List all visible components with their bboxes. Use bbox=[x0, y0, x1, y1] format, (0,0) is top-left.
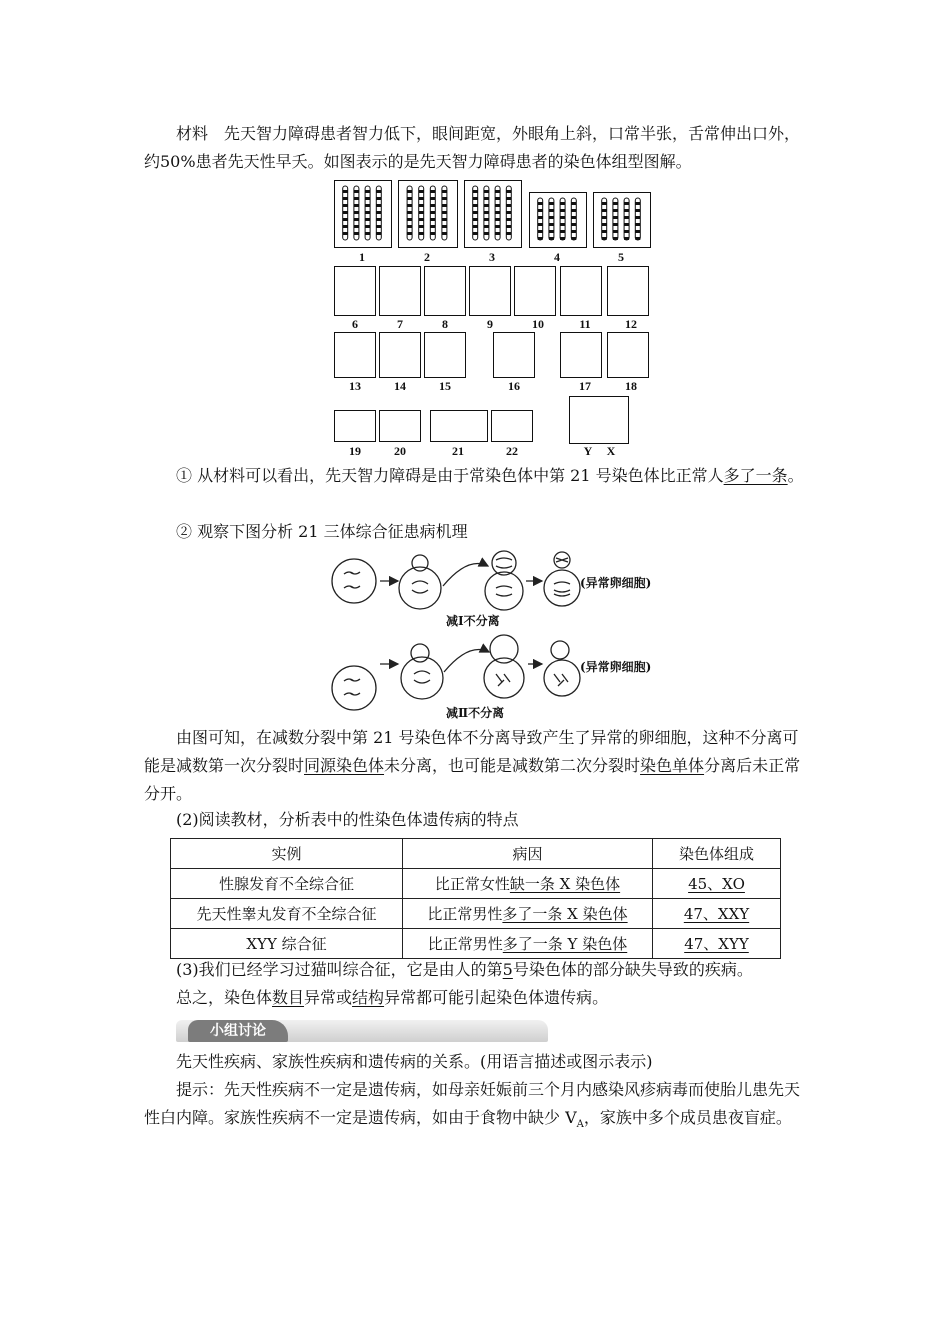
chromosome-band bbox=[538, 209, 543, 212]
chromosome-band bbox=[635, 209, 640, 212]
chromosome-band bbox=[365, 225, 370, 228]
chromosome-band bbox=[430, 218, 435, 221]
chromosome-band bbox=[407, 197, 412, 200]
chromosome-number: 17 bbox=[579, 379, 591, 393]
chromosome-band bbox=[473, 197, 478, 200]
chromosome-band bbox=[419, 197, 424, 200]
chromosome-band bbox=[473, 225, 478, 228]
table-cell: 性腺发育不全综合征 bbox=[171, 869, 403, 899]
chromosome-number: 21 bbox=[452, 444, 464, 458]
chromosome-number: 11 bbox=[579, 317, 591, 331]
chromosome-band bbox=[484, 232, 489, 235]
chromosome-band bbox=[635, 216, 640, 219]
chromosome-band bbox=[407, 204, 412, 207]
chromosome-band bbox=[473, 204, 478, 207]
chromosome-band bbox=[419, 225, 424, 228]
table-cell: XYY 综合征 bbox=[171, 929, 403, 959]
chromosome-x-label: X bbox=[606, 444, 616, 458]
chromosome-number: 4 bbox=[554, 250, 560, 264]
chromosome-number: 19 bbox=[349, 444, 361, 458]
chromosome-band bbox=[613, 223, 618, 226]
chromosome-band bbox=[571, 202, 576, 205]
chromosome-number: 13 bbox=[349, 379, 361, 393]
group-discussion-label: 小组讨论 bbox=[188, 1020, 288, 1042]
item-1-text: ① 从材料可以看出，先天智力障碍是由于常染色体中第 21 号染色体比正常人 bbox=[176, 466, 724, 485]
table-header: 染色体组成 bbox=[653, 839, 781, 869]
chromosome-band bbox=[635, 237, 640, 240]
item-1 bbox=[144, 462, 809, 490]
chromosome-number: 2 bbox=[424, 250, 430, 264]
chromosome-band bbox=[354, 190, 359, 193]
table-header: 病因 bbox=[403, 839, 653, 869]
material-text: 先天智力障碍患者智力低下，眼间距宽，外眼角上斜，口常半张，舌常伸出口外，约50%患者先天性早夭。如图表示的是先天智力障碍患者的染色体组型图解。 bbox=[144, 124, 801, 171]
chromosome-band bbox=[484, 218, 489, 221]
chromosome-band bbox=[365, 204, 370, 207]
chromosome-band bbox=[430, 190, 435, 193]
chromosome-band bbox=[407, 211, 412, 214]
chromosome-band bbox=[430, 204, 435, 207]
chromosome-band bbox=[419, 204, 424, 207]
chromosome-number: 20 bbox=[394, 444, 406, 458]
table-row bbox=[171, 929, 781, 959]
chromosome-band bbox=[473, 211, 478, 214]
group-discussion-banner bbox=[176, 1020, 548, 1042]
chromosome-band bbox=[624, 230, 629, 233]
chromosome-band bbox=[343, 211, 348, 214]
summary: 总之，染色体数目异常或结构异常都可能引起染色体遗传病。 bbox=[176, 988, 609, 1007]
chromosome-band bbox=[495, 197, 500, 200]
chromosome-band bbox=[354, 232, 359, 235]
chromosome-band bbox=[560, 216, 565, 219]
abnormal-egg-label-2: (异常卵细胞) bbox=[580, 660, 652, 674]
chromosome-band bbox=[560, 237, 565, 240]
chromosome-band bbox=[407, 190, 412, 193]
chromosome-band bbox=[560, 202, 565, 205]
chromosome-band bbox=[484, 190, 489, 193]
chromosome-band bbox=[473, 190, 478, 193]
item-2: ② 观察下图分析 21 三体综合征患病机理 bbox=[176, 522, 468, 541]
chromosome-band bbox=[442, 190, 447, 193]
chromosome-band bbox=[613, 202, 618, 205]
chromosome-band bbox=[473, 232, 478, 235]
chromosome-band bbox=[624, 216, 629, 219]
chromosome-band bbox=[538, 202, 543, 205]
chromosome-band bbox=[442, 204, 447, 207]
item-3-text: (3)我们已经学习过猫叫综合征，它是由人的第 bbox=[176, 960, 503, 979]
chromosome-band bbox=[571, 237, 576, 240]
chromosome-band bbox=[549, 223, 554, 226]
chromosome-band bbox=[376, 218, 381, 221]
chromosome-band bbox=[602, 223, 607, 226]
chromosome-band bbox=[538, 237, 543, 240]
chromosome-band bbox=[624, 237, 629, 240]
meiosis-diagram bbox=[328, 546, 668, 724]
chromosome-band bbox=[407, 225, 412, 228]
chromosome-number: 16 bbox=[508, 379, 520, 393]
chromosome-band bbox=[354, 218, 359, 221]
analysis-text: 分离后未正常分开。 bbox=[144, 756, 801, 803]
chromosome-band bbox=[376, 232, 381, 235]
chromosome-band bbox=[430, 211, 435, 214]
material-paragraph bbox=[144, 120, 809, 176]
chromosome-band bbox=[354, 225, 359, 228]
answer-blank: 结构 bbox=[352, 988, 385, 1007]
chromosome-band bbox=[538, 223, 543, 226]
chromosome-band bbox=[506, 218, 511, 221]
table-header-row bbox=[171, 839, 781, 869]
chromosome-band bbox=[602, 209, 607, 212]
sex-chromosome-table bbox=[170, 838, 781, 959]
chromosome-band bbox=[495, 232, 500, 235]
chromosome-band bbox=[473, 218, 478, 221]
chromosome-band bbox=[495, 204, 500, 207]
chromosome-band bbox=[376, 225, 381, 228]
chromosome-band bbox=[407, 232, 412, 235]
chromosome-band bbox=[560, 223, 565, 226]
chromosome-band bbox=[354, 211, 359, 214]
chromosome-band bbox=[343, 225, 348, 228]
analysis-text: 未分离，也可能是减数第二次分裂时 bbox=[384, 756, 641, 775]
table-cell: 47、XXY bbox=[653, 899, 781, 929]
chromosome-number: 15 bbox=[439, 379, 451, 393]
chromosome-band bbox=[376, 211, 381, 214]
table-header: 实例 bbox=[171, 839, 403, 869]
chromosome-band bbox=[506, 225, 511, 228]
chromosome-band bbox=[495, 218, 500, 221]
table-cell: 比正常男性多了一条 Y 染色体 bbox=[403, 929, 653, 959]
chromosome-number: 10 bbox=[532, 317, 544, 331]
chromosome-band bbox=[549, 230, 554, 233]
chromosome-band bbox=[571, 209, 576, 212]
chromosome-band bbox=[365, 218, 370, 221]
chromosome-band bbox=[571, 216, 576, 219]
material-label: 材料 bbox=[176, 124, 209, 143]
chromosome-band bbox=[613, 209, 618, 212]
chromosome-band bbox=[560, 209, 565, 212]
table-row bbox=[171, 899, 781, 929]
chromosome-band bbox=[419, 190, 424, 193]
chromosome-band bbox=[635, 202, 640, 205]
chromosome-band bbox=[613, 216, 618, 219]
chromosome-band bbox=[376, 197, 381, 200]
caption-meiosis-1: 减Ⅰ不分离 bbox=[446, 614, 500, 628]
chromosome-band bbox=[571, 223, 576, 226]
chromosome-y-label: Y bbox=[583, 444, 593, 458]
chromosome-band bbox=[571, 230, 576, 233]
item-1-suffix: 。 bbox=[787, 466, 804, 485]
chromosome-band bbox=[430, 225, 435, 228]
chromosome-band bbox=[635, 230, 640, 233]
chromosome-band bbox=[484, 204, 489, 207]
chromosome-band bbox=[365, 232, 370, 235]
chromosome-number: 7 bbox=[397, 317, 403, 331]
answer-blank: 多了一条 bbox=[723, 466, 788, 485]
chromosome-band bbox=[354, 204, 359, 207]
caption-meiosis-2: 减Ⅱ不分离 bbox=[446, 706, 505, 720]
table-cell: 比正常女性缺一条 X 染色体 bbox=[403, 869, 653, 899]
chromosome-number: 14 bbox=[394, 379, 406, 393]
chromosome-number: 12 bbox=[625, 317, 637, 331]
chromosome-band bbox=[442, 225, 447, 228]
chromosome-band bbox=[613, 230, 618, 233]
analysis-paragraph bbox=[144, 724, 809, 808]
item-3 bbox=[144, 956, 809, 984]
chromosome-band bbox=[506, 204, 511, 207]
discussion-question: 先天性疾病、家族性疾病和遗传病的关系。(用语言描述或图示表示) bbox=[176, 1052, 653, 1071]
chromosome-band bbox=[538, 216, 543, 219]
chromosome-band bbox=[549, 216, 554, 219]
chromosome-band bbox=[430, 232, 435, 235]
chromosome-band bbox=[538, 230, 543, 233]
chromosome-band bbox=[419, 218, 424, 221]
chromosome-band bbox=[484, 211, 489, 214]
chromosome-band bbox=[506, 232, 511, 235]
chromosome-number: 22 bbox=[506, 444, 518, 458]
chromosome-band bbox=[624, 202, 629, 205]
chromosome-band bbox=[635, 223, 640, 226]
chromosome-number: 6 bbox=[352, 317, 358, 331]
analysis-text: 由图可知，在减数分裂中第 21 号染色体不分离导致产生了异常的卵细胞，这种不分离可能是减数第一次分裂时 bbox=[144, 728, 799, 775]
chromosome-number: 3 bbox=[489, 250, 495, 264]
chromosome-band bbox=[343, 190, 348, 193]
chromosome-band bbox=[484, 197, 489, 200]
chromosome-band bbox=[624, 209, 629, 212]
table-cell: 先天性睾丸发育不全综合征 bbox=[171, 899, 403, 929]
chromosome-band bbox=[495, 225, 500, 228]
chromosome-number: 5 bbox=[618, 250, 624, 264]
chromosome-band bbox=[365, 190, 370, 193]
chromosome-band bbox=[442, 232, 447, 235]
karyotype-figure bbox=[330, 178, 637, 460]
chromosome-band bbox=[419, 211, 424, 214]
chromosome-number: 9 bbox=[487, 317, 493, 331]
chromosome-band bbox=[506, 211, 511, 214]
chromosome-band bbox=[365, 211, 370, 214]
chromosome-band bbox=[613, 237, 618, 240]
chromosome-band bbox=[549, 209, 554, 212]
chromosome-band bbox=[442, 211, 447, 214]
chromosome-band bbox=[602, 237, 607, 240]
answer-blank: 5 bbox=[502, 960, 513, 979]
chromosome-band bbox=[365, 197, 370, 200]
chromosome-band bbox=[442, 218, 447, 221]
chromosome-band bbox=[343, 232, 348, 235]
chromosome-band bbox=[442, 197, 447, 200]
table-row bbox=[171, 869, 781, 899]
table-cell: 比正常男性多了一条 X 染色体 bbox=[403, 899, 653, 929]
chromosome-band bbox=[624, 223, 629, 226]
chromosome-band bbox=[407, 218, 412, 221]
chromosome-band bbox=[343, 218, 348, 221]
table-cell: 45、XO bbox=[653, 869, 781, 899]
answer-blank: 染色单体 bbox=[640, 756, 705, 775]
chromosome-band bbox=[354, 197, 359, 200]
table-cell: 47、XYY bbox=[653, 929, 781, 959]
answer-blank: 数目 bbox=[272, 988, 305, 1007]
chromosome-band bbox=[430, 197, 435, 200]
chromosome-band bbox=[549, 237, 554, 240]
chromosome-band bbox=[549, 202, 554, 205]
chromosome-band bbox=[343, 197, 348, 200]
item-2-heading: (2)阅读教材，分析表中的性染色体遗传病的特点 bbox=[176, 810, 519, 829]
chromosome-band bbox=[484, 225, 489, 228]
chromosome-band bbox=[602, 202, 607, 205]
chromosome-band bbox=[376, 190, 381, 193]
chromosome-number: 8 bbox=[442, 317, 448, 331]
item-3-suffix: 号染色体的部分缺失导致的疾病。 bbox=[512, 960, 753, 979]
chromosome-number: 1 bbox=[359, 250, 365, 264]
chromosome-band bbox=[602, 216, 607, 219]
abnormal-egg-label-1: (异常卵细胞) bbox=[580, 576, 652, 590]
chromosome-band bbox=[419, 232, 424, 235]
answer-blank: 同源染色体 bbox=[304, 756, 385, 775]
chromosome-band bbox=[376, 204, 381, 207]
chromosome-band bbox=[506, 197, 511, 200]
chromosome-band bbox=[506, 190, 511, 193]
chromosome-band bbox=[560, 230, 565, 233]
chromosome-number: 18 bbox=[625, 379, 637, 393]
chromosome-band bbox=[495, 211, 500, 214]
chromosome-band bbox=[495, 190, 500, 193]
hint-paragraph: 提示：先天性疾病不一定是遗传病，如母亲妊娠前三个月内感染风疹病毒而使胎儿患先天性白内障。家族性疾病不一定是遗传病，如由于食物中缺少 $V_A$，家族中多个成员患夜盲症。 bbox=[144, 1080, 801, 1131]
chromosome-band bbox=[343, 204, 348, 207]
chromosome-band bbox=[602, 230, 607, 233]
